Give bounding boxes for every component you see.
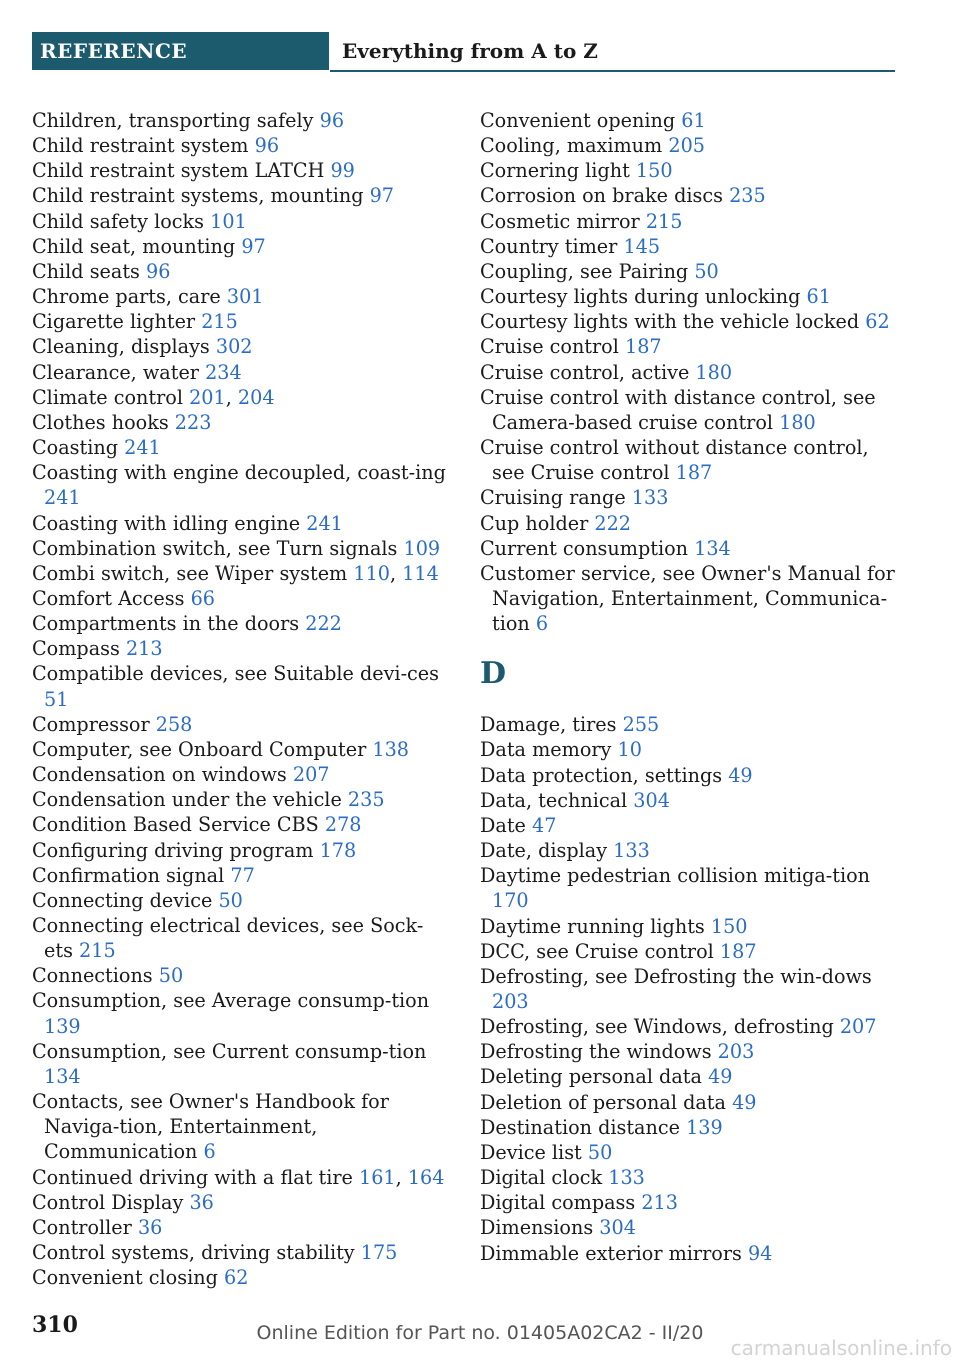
page-link[interactable]: 145: [623, 234, 661, 258]
index-entry-term: Damage, tires: [480, 713, 617, 737]
index-entry: [480, 1140, 895, 1165]
index-entry: [32, 888, 452, 913]
page-link[interactable]: 97: [241, 234, 266, 258]
index-entry: [480, 1115, 895, 1140]
index-entry-term: Child restraint system LATCH: [32, 159, 325, 183]
page-link[interactable]: 235: [347, 788, 385, 812]
index-entry: [32, 586, 452, 611]
index-entry: [480, 158, 895, 183]
page-link[interactable]: 139: [44, 1014, 81, 1038]
page-link[interactable]: 203: [717, 1040, 755, 1064]
index-entry: [32, 1089, 452, 1164]
index-entry: [32, 108, 452, 133]
index-entry-term: DCC, see Cruise control: [480, 939, 714, 963]
index-entry-term: Daytime running lights: [480, 914, 705, 938]
index-entry-term: Data memory: [480, 738, 612, 762]
index-entry: [32, 259, 452, 284]
footer-edition: Online Edition for Part no. 01405A02CA2 - II/20: [256, 1322, 704, 1344]
index-entry-term: Clothes hooks: [32, 410, 169, 434]
index-entry-term: Dimensions: [480, 1216, 594, 1240]
index-entry-term: Destination distance: [480, 1115, 680, 1139]
page-link[interactable]: 62: [865, 310, 890, 334]
index-entry: [480, 133, 895, 158]
page-link[interactable]: 47: [532, 813, 557, 837]
index-entry-term: Condition Based Service CBS: [32, 813, 319, 837]
index-entry: [480, 737, 895, 762]
index-entry: [32, 460, 452, 510]
index-entry-term: Continued driving with a flat tire: [32, 1165, 353, 1189]
index-entry: [32, 209, 452, 234]
index-entry-term: Comfort Access: [32, 586, 185, 610]
index-entry-term: Digital clock: [480, 1166, 603, 1190]
page-link[interactable]: 66: [190, 586, 215, 610]
page-link[interactable]: 36: [137, 1215, 163, 1239]
index-entry: Climate control 201, 204: [32, 385, 275, 409]
page-link[interactable]: 258: [155, 712, 193, 736]
page-link[interactable]: 213: [125, 637, 163, 661]
page-link[interactable]: 204: [237, 385, 275, 409]
index-entry: [32, 1265, 452, 1290]
page-link[interactable]: 187: [675, 461, 713, 485]
page-link[interactable]: 302: [215, 335, 253, 359]
page-link[interactable]: 222: [594, 511, 632, 535]
page-link[interactable]: 62: [223, 1266, 249, 1290]
page-link[interactable]: 109: [403, 536, 441, 560]
page-link[interactable]: 133: [608, 1166, 645, 1190]
index-entry: [480, 511, 895, 536]
index-entry: [480, 234, 895, 259]
index-entry-term: Compass: [32, 637, 120, 661]
header-rule: [330, 70, 895, 72]
index-entry-term: Coupling, see Pairing: [480, 259, 689, 283]
index-entry: [32, 360, 452, 385]
index-entry-term: Daytime pedestrian collision mitiga-tion: [480, 864, 871, 888]
index-entry-term: Courtesy lights during unlocking: [480, 285, 801, 309]
page-link[interactable]: 99: [330, 159, 355, 183]
index-entry-term: Control Display: [32, 1190, 184, 1214]
index-entry: [32, 234, 452, 259]
page-link[interactable]: 215: [645, 209, 683, 233]
index-entry: [32, 611, 452, 636]
index-entry-term: Children, transporting safely: [32, 109, 314, 132]
index-entry: Combi switch, see Wiper system 110, 114: [32, 561, 439, 585]
index-entry: Continued driving with a flat tire 161, 164: [32, 1165, 445, 1189]
index-entry-term: Cruise control without distance control, see Cruise control: [480, 436, 869, 485]
index-entry-term: Condensation on windows: [32, 763, 287, 787]
page-link[interactable]: 49: [732, 1090, 757, 1114]
page-link[interactable]: 180: [695, 360, 733, 384]
index-entry: [480, 964, 895, 1014]
index-entry: [32, 963, 452, 988]
page-link[interactable]: 304: [633, 788, 670, 812]
page-link[interactable]: 36: [189, 1190, 214, 1214]
index-entry: [480, 209, 895, 234]
index-entry: [480, 284, 895, 309]
index-entry-term: Coasting: [32, 436, 119, 460]
index-entry: [32, 410, 452, 435]
index-entry: [480, 183, 895, 208]
index-entry: [32, 1240, 452, 1265]
watermark: carmanualsonline.info: [730, 1336, 952, 1360]
page-link[interactable]: 10: [617, 738, 642, 762]
page-link[interactable]: 94: [747, 1241, 773, 1265]
index-entry-term: Cruise control, active: [480, 360, 690, 384]
page-link[interactable]: 51: [44, 687, 69, 711]
index-group-c: [480, 108, 895, 636]
index-entry-term: Cigarette lighter: [32, 310, 196, 334]
index-entry-term: Confirmation signal: [32, 863, 225, 887]
index-entry: [32, 183, 452, 208]
page-link[interactable]: 138: [372, 737, 410, 761]
index-entry-term: Digital compass: [480, 1191, 636, 1215]
page-link[interactable]: 207: [292, 763, 330, 787]
index-entry: [480, 1241, 895, 1266]
page-link[interactable]: 255: [622, 713, 660, 737]
index-entry: [480, 108, 895, 133]
page-link[interactable]: 77: [230, 863, 255, 887]
index-entry: [32, 661, 452, 711]
index-entry-term: Child seat, mounting: [32, 234, 236, 258]
index-entry: [480, 1090, 895, 1115]
index-entry: [480, 1014, 895, 1039]
index-entry: [32, 812, 452, 837]
page-link[interactable]: 222: [305, 612, 342, 636]
index-entry-term: Cruise control with distance control, see Camera-based cruise control: [480, 385, 876, 434]
index-entry-term: Data, technical: [480, 788, 628, 812]
index-entry-term: Convenient opening: [480, 109, 676, 132]
index-column-right: [480, 108, 895, 1266]
index-entry-term: Deleting personal data: [480, 1065, 702, 1089]
header-title: Everything from A to Z: [342, 39, 598, 63]
index-entry: [480, 712, 895, 737]
index-entry-term: Cruise control: [480, 335, 619, 359]
index-entry-term: Convenient closing: [32, 1266, 218, 1290]
index-entry-term: Customer service, see Owner's Manual for Navigation, Entertainment, Communica-tion: [480, 561, 895, 636]
index-entry: [480, 309, 895, 334]
index-entry-term: Cruising range: [480, 486, 626, 510]
index-entry: [480, 1215, 895, 1240]
index-entry: [32, 838, 452, 863]
index-entry-term: Corrosion on brake discs: [480, 184, 723, 208]
page-link[interactable]: 187: [625, 335, 662, 359]
page-link[interactable]: 50: [158, 964, 184, 988]
index-entry: [32, 1215, 452, 1240]
index-entry-term: Controller: [32, 1215, 132, 1239]
index-entry-term: Data protection, settings: [480, 763, 723, 787]
index-entry: [480, 1039, 895, 1064]
index-entry-term: Combination switch, see Turn signals: [32, 536, 398, 560]
page-link[interactable]: 187: [719, 939, 757, 963]
index-entry: [480, 485, 895, 510]
index-entry: [480, 435, 895, 485]
page-link[interactable]: 96: [319, 109, 345, 132]
index-entry-term: Defrosting, see Defrosting the win-dows: [480, 964, 872, 988]
page-link[interactable]: 235: [729, 184, 766, 208]
page-header: [32, 32, 895, 71]
index-entry-term: Child safety locks: [32, 209, 204, 233]
index-entry-term: Cooling, maximum: [480, 134, 663, 158]
page-link[interactable]: 96: [146, 259, 171, 283]
page-link[interactable]: 301: [226, 285, 264, 309]
page-link[interactable]: 205: [668, 134, 705, 158]
page-link[interactable]: 134: [44, 1064, 81, 1088]
index-entry: [480, 360, 895, 385]
index-entry: [480, 939, 895, 964]
index-entry-term: Date, display: [480, 839, 608, 863]
index-entry: [32, 435, 452, 460]
page-link[interactable]: 215: [201, 310, 238, 334]
index-column-left: [32, 108, 452, 1290]
index-entry: [32, 309, 452, 334]
index-entry: [480, 259, 895, 284]
page-link[interactable]: 50: [694, 259, 719, 283]
index-entry-term: Child restraint systems, mounting: [32, 184, 364, 208]
index-entry: [32, 712, 452, 737]
index-entry-term: Courtesy lights with the vehicle locked: [480, 310, 860, 334]
page-link[interactable]: 114: [402, 561, 439, 585]
page-link[interactable]: 61: [681, 109, 706, 132]
index-entry-term: Compatible devices, see Suitable devi-ces: [32, 662, 439, 686]
index-entry-term: Contacts, see Owner's Handbook for Naviga-tion, Entertainment, Communication: [32, 1090, 389, 1164]
page-link[interactable]: 97: [369, 184, 395, 208]
page-link[interactable]: 150: [710, 914, 748, 938]
index-entry: [32, 988, 452, 1038]
page-link[interactable]: 133: [631, 486, 669, 510]
index-entry: [32, 284, 452, 309]
index-entry-term: Coasting with idling engine: [32, 511, 301, 535]
page-link[interactable]: 49: [728, 763, 753, 787]
page-link[interactable]: 110: [353, 561, 390, 585]
index-entry: [480, 334, 895, 359]
index-entry: [32, 1190, 452, 1215]
index-entry-term: Configuring driving program: [32, 838, 314, 862]
index-entry: [32, 913, 452, 963]
index-entry: [480, 1064, 895, 1089]
page-link[interactable]: 150: [635, 159, 673, 183]
page-link[interactable]: 203: [492, 990, 529, 1013]
page-link[interactable]: 6: [203, 1140, 216, 1164]
index-entry: [480, 838, 895, 863]
page-link[interactable]: 161: [359, 1165, 396, 1189]
section-letter-d: D: [480, 656, 507, 692]
index-entry-term: Compartments in the doors: [32, 612, 300, 636]
index-entry: [480, 914, 895, 939]
index-entry-term: Deletion of personal data: [480, 1090, 726, 1114]
index-entry: [480, 788, 895, 813]
index-entry-term: Child seats: [32, 259, 140, 283]
index-entry-term: Connections: [32, 964, 153, 988]
page-link[interactable]: 50: [587, 1140, 613, 1164]
page-link[interactable]: 175: [360, 1241, 398, 1265]
index-entry: [32, 334, 452, 359]
page-link[interactable]: 178: [319, 838, 357, 862]
index-group-d: [480, 712, 895, 1265]
page-link[interactable]: 241: [44, 486, 81, 510]
index-entry: [32, 737, 452, 762]
page-link[interactable]: 215: [79, 939, 116, 963]
index-entry-term: Current consumption: [480, 536, 688, 560]
index-entry: [32, 536, 452, 561]
page-link[interactable]: 61: [806, 285, 831, 309]
page-number: 310: [32, 1312, 78, 1338]
index-entry-term: Combi switch, see Wiper system: [32, 561, 348, 585]
index-entry: [32, 863, 452, 888]
index-entry: [32, 133, 452, 158]
page-link[interactable]: 207: [839, 1015, 877, 1039]
index-entry: [32, 511, 452, 536]
index-entry-term: Coasting with engine decoupled, coast-ing: [32, 461, 446, 485]
index-entry: [480, 763, 895, 788]
index-entry: [480, 863, 895, 913]
index-entry-term: Device list: [480, 1140, 582, 1164]
index-entry: [480, 385, 895, 435]
index-entry-term: Cosmetic mirror: [480, 209, 640, 233]
index-entry-term: Cornering light: [480, 159, 630, 183]
index-entry-term: Chrome parts, care: [32, 285, 221, 309]
page-link[interactable]: 180: [779, 410, 816, 434]
index-entry-term: Clearance, water: [32, 360, 199, 384]
index-entry-term: Cleaning, displays: [32, 335, 210, 359]
page-link[interactable]: 101: [210, 209, 247, 233]
index-entry: [32, 158, 452, 183]
page-link[interactable]: 170: [492, 889, 529, 913]
page-link[interactable]: 223: [174, 410, 212, 434]
index-entry-term: Compressor: [32, 712, 150, 736]
index-entry-term: Dimmable exterior mirrors: [480, 1241, 742, 1265]
index-entry-term: Consumption, see Average consump-tion: [32, 989, 430, 1013]
index-entry-term: Climate control: [32, 385, 183, 409]
page-link[interactable]: 164: [407, 1165, 445, 1189]
index-entry-term: Consumption, see Current consump-tion: [32, 1039, 427, 1063]
index-entry: [480, 561, 895, 636]
page-link[interactable]: 201: [189, 385, 226, 409]
index-entry-term: Child restraint system: [32, 134, 249, 158]
index-entry-term: Date: [480, 813, 526, 837]
index-entry-term: Defrosting the windows: [480, 1040, 712, 1064]
index-entry-term: Defrosting, see Windows, defrosting: [480, 1015, 834, 1039]
page-link[interactable]: 139: [686, 1115, 723, 1139]
page-link[interactable]: 6: [535, 612, 549, 636]
section-tab: REFERENCE: [32, 32, 329, 70]
index-entry: [480, 1165, 895, 1190]
page-link[interactable]: 49: [708, 1065, 733, 1089]
page-link[interactable]: 278: [324, 813, 362, 837]
index-entry-term: Computer, see Onboard Computer: [32, 737, 367, 761]
index-entry: [480, 813, 895, 838]
page-link[interactable]: 241: [124, 436, 161, 460]
index-entry-term: Condensation under the vehicle: [32, 788, 342, 812]
index-entry: [480, 1190, 895, 1215]
page-link[interactable]: 234: [205, 360, 242, 384]
page-link[interactable]: 134: [694, 536, 731, 560]
index-entry-term: Connecting device: [32, 888, 213, 912]
page-link[interactable]: 213: [641, 1191, 678, 1215]
page-link[interactable]: 50: [218, 888, 243, 912]
page-link[interactable]: 241: [306, 511, 343, 535]
index-entry: [32, 787, 452, 812]
page-link[interactable]: 133: [613, 839, 650, 863]
index-entry: [480, 536, 895, 561]
index-entry-term: Connecting electrical devices, see Sock-ets: [32, 914, 424, 963]
page-link[interactable]: 96: [254, 134, 280, 158]
index-entry: [32, 636, 452, 661]
index-entry: [32, 762, 452, 787]
index-entry-term: Control systems, driving stability: [32, 1241, 355, 1265]
index-entry: [32, 1039, 452, 1089]
page-link[interactable]: 304: [599, 1216, 636, 1240]
index-entry-term: Country timer: [480, 234, 618, 258]
index-entry-term: Cup holder: [480, 511, 589, 535]
